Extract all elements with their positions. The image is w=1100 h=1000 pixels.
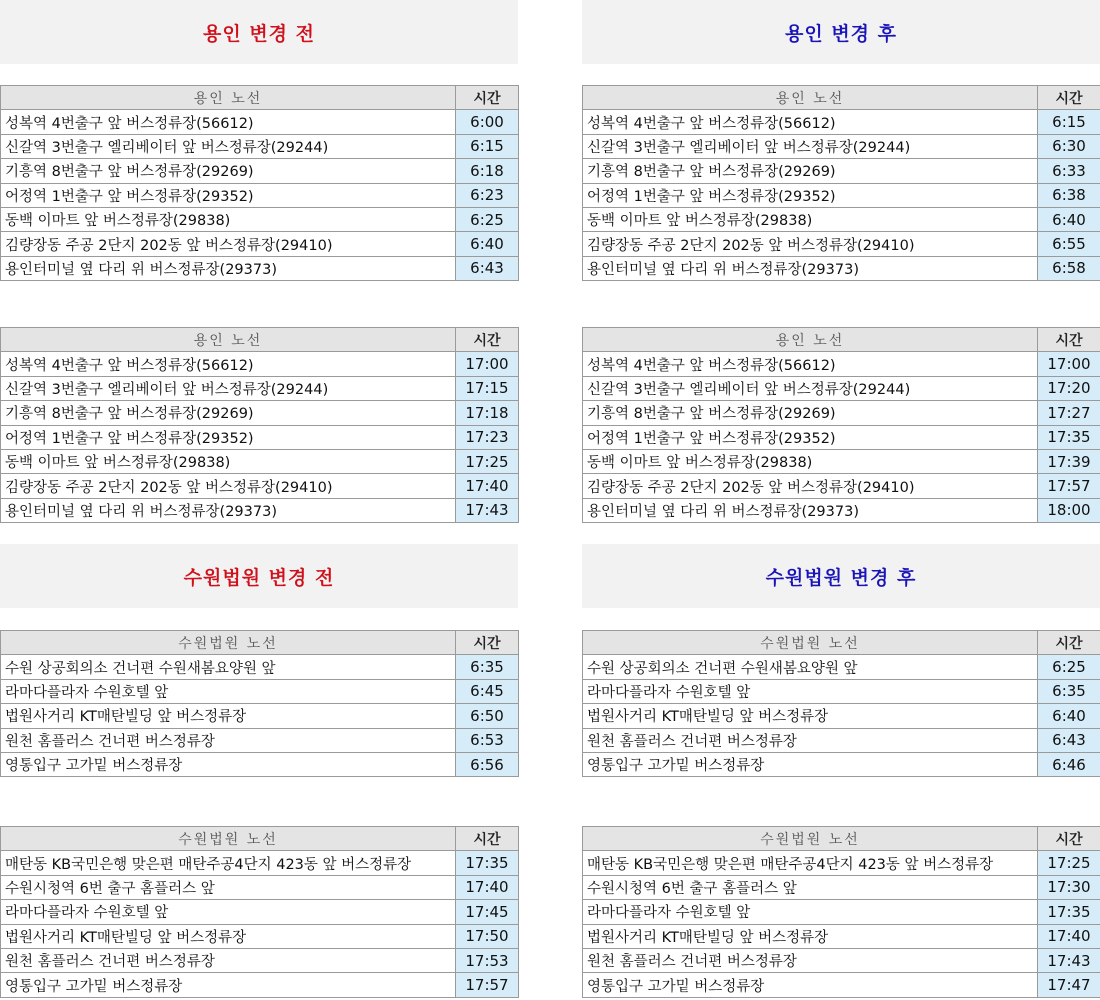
departure-time: 6:30	[1038, 134, 1100, 158]
table-row	[1, 159, 519, 183]
bus-stop-name: 법원사거리 KT매탄빌딩 앞 버스정류장	[583, 704, 1038, 728]
bus-stop-name: 라마다플라자 수원호텔 앞	[1, 900, 456, 924]
bus-stop-name: 수원시청역 6번 출구 홈플러스 앞	[583, 875, 1038, 899]
departure-time: 6:40	[456, 232, 519, 256]
table-row	[1, 704, 519, 728]
departure-time: 17:53	[456, 948, 519, 972]
table-row	[583, 425, 1100, 449]
route-header: 수원법원 노선	[583, 631, 1038, 655]
bus-stop-name: 라마다플라자 수원호텔 앞	[583, 900, 1038, 924]
bus-stop-name: 영통입구 고가밑 버스정류장	[583, 973, 1038, 997]
departure-time: 17:35	[456, 851, 519, 875]
departure-time: 6:15	[1038, 110, 1100, 134]
bus-stop-name: 어정역 1번출구 앞 버스정류장(29352)	[1, 183, 456, 207]
bus-stop-name: 법원사거리 KT매탄빌딩 앞 버스정류장	[583, 924, 1038, 948]
table-row	[1, 973, 519, 997]
time-header: 시간	[1038, 86, 1100, 110]
departure-time: 6:15	[456, 134, 519, 158]
bus-stop-name: 동백 이마트 앞 버스정류장(29838)	[1, 449, 456, 473]
bus-stop-name: 신갈역 3번출구 엘리베이터 앞 버스정류장(29244)	[583, 134, 1038, 158]
bus-stop-name: 신갈역 3번출구 엘리베이터 앞 버스정류장(29244)	[1, 134, 456, 158]
table-row	[1, 900, 519, 924]
table-row	[583, 752, 1100, 776]
section-title-yongin-before: 용인 변경 전	[0, 0, 518, 64]
table-row	[1, 679, 519, 703]
table-row	[1, 256, 519, 280]
timetable-suwon-before-evening	[0, 826, 519, 998]
table-row	[583, 159, 1100, 183]
table-row	[1, 948, 519, 972]
table-row	[583, 401, 1100, 425]
bus-stop-name: 동백 이마트 앞 버스정류장(29838)	[583, 207, 1038, 231]
departure-time: 6:50	[456, 704, 519, 728]
departure-time: 17:47	[1038, 973, 1100, 997]
table-header-row	[583, 631, 1100, 655]
bus-stop-name: 용인터미널 옆 다리 위 버스정류장(29373)	[583, 498, 1038, 522]
table-row	[1, 401, 519, 425]
table-row	[1, 474, 519, 498]
route-header: 용인 노선	[1, 86, 456, 110]
bus-stop-name: 기흥역 8번출구 앞 버스정류장(29269)	[583, 401, 1038, 425]
table-row	[583, 376, 1100, 400]
departure-time: 17:23	[456, 425, 519, 449]
bus-stop-name: 신갈역 3번출구 엘리베이터 앞 버스정류장(29244)	[1, 376, 456, 400]
route-header: 용인 노선	[1, 328, 456, 352]
table-row	[583, 851, 1100, 875]
table-row	[1, 655, 519, 679]
table-row	[1, 425, 519, 449]
table-row	[583, 655, 1100, 679]
departure-time: 6:25	[456, 207, 519, 231]
bus-stop-name: 성복역 4번출구 앞 버스정류장(56612)	[1, 110, 456, 134]
bus-stop-name: 수원 상공회의소 건너편 수원새봄요양원 앞	[583, 655, 1038, 679]
bus-stop-name: 김량장동 주공 2단지 202동 앞 버스정류장(29410)	[1, 474, 456, 498]
bus-stop-name: 영통입구 고가밑 버스정류장	[583, 752, 1038, 776]
time-header: 시간	[456, 86, 519, 110]
departure-time: 17:43	[456, 498, 519, 522]
bus-stop-name: 매탄동 KB국민은행 맞은편 매탄주공4단지 423동 앞 버스정류장	[1, 851, 456, 875]
departure-time: 6:38	[1038, 183, 1100, 207]
table-row	[583, 875, 1100, 899]
table-row	[583, 207, 1100, 231]
bus-stop-name: 법원사거리 KT매탄빌딩 앞 버스정류장	[1, 924, 456, 948]
table-row	[1, 924, 519, 948]
departure-time: 6:53	[456, 728, 519, 752]
timetable-suwon-after-morning	[582, 630, 1100, 777]
departure-time: 17:57	[456, 973, 519, 997]
departure-time: 17:18	[456, 401, 519, 425]
table-row	[583, 704, 1100, 728]
table-row	[1, 183, 519, 207]
table-row	[583, 973, 1100, 997]
time-header: 시간	[1038, 328, 1100, 352]
table-header-row	[583, 86, 1100, 110]
time-header: 시간	[456, 827, 519, 851]
table-header-row	[583, 328, 1100, 352]
departure-time: 6:43	[1038, 728, 1100, 752]
table-row	[1, 352, 519, 376]
bus-stop-name: 용인터미널 옆 다리 위 버스정류장(29373)	[1, 256, 456, 280]
bus-stop-name: 기흥역 8번출구 앞 버스정류장(29269)	[583, 159, 1038, 183]
bus-stop-name: 김량장동 주공 2단지 202동 앞 버스정류장(29410)	[1, 232, 456, 256]
departure-time: 17:39	[1038, 449, 1100, 473]
table-row	[1, 728, 519, 752]
table-row	[1, 110, 519, 134]
bus-stop-name: 김량장동 주공 2단지 202동 앞 버스정류장(29410)	[583, 474, 1038, 498]
table-row	[583, 183, 1100, 207]
time-header: 시간	[1038, 631, 1100, 655]
time-header: 시간	[456, 328, 519, 352]
table-row	[583, 679, 1100, 703]
departure-time: 17:40	[456, 474, 519, 498]
bus-stop-name: 기흥역 8번출구 앞 버스정류장(29269)	[1, 401, 456, 425]
time-header: 시간	[456, 631, 519, 655]
bus-stop-name: 원천 홈플러스 건너편 버스정류장	[583, 728, 1038, 752]
departure-time: 17:00	[1038, 352, 1100, 376]
bus-stop-name: 라마다플라자 수원호텔 앞	[583, 679, 1038, 703]
bus-stop-name: 라마다플라자 수원호텔 앞	[1, 679, 456, 703]
departure-time: 17:45	[456, 900, 519, 924]
departure-time: 17:35	[1038, 900, 1100, 924]
departure-time: 6:43	[456, 256, 519, 280]
table-row	[583, 134, 1100, 158]
departure-time: 6:18	[456, 159, 519, 183]
departure-time: 17:40	[1038, 924, 1100, 948]
bus-stop-name: 수원시청역 6번 출구 홈플러스 앞	[1, 875, 456, 899]
table-row	[1, 851, 519, 875]
bus-stop-name: 기흥역 8번출구 앞 버스정류장(29269)	[1, 159, 456, 183]
timetable-yongin-after-evening	[582, 327, 1100, 523]
departure-time: 17:25	[456, 449, 519, 473]
route-header: 용인 노선	[583, 86, 1038, 110]
departure-time: 17:50	[456, 924, 519, 948]
bus-stop-name: 동백 이마트 앞 버스정류장(29838)	[583, 449, 1038, 473]
table-row	[1, 875, 519, 899]
departure-time: 17:00	[456, 352, 519, 376]
timetable-yongin-before-morning	[0, 85, 519, 281]
departure-time: 17:43	[1038, 948, 1100, 972]
bus-stop-name: 성복역 4번출구 앞 버스정류장(56612)	[583, 352, 1038, 376]
table-row	[583, 924, 1100, 948]
departure-time: 6:58	[1038, 256, 1100, 280]
departure-time: 6:33	[1038, 159, 1100, 183]
table-row	[1, 449, 519, 473]
departure-time: 17:15	[456, 376, 519, 400]
route-header: 수원법원 노선	[1, 827, 456, 851]
table-row	[1, 752, 519, 776]
table-row	[583, 498, 1100, 522]
section-title-suwon-after: 수원법원 변경 후	[582, 544, 1100, 608]
route-header: 수원법원 노선	[583, 827, 1038, 851]
timetable-suwon-before-morning	[0, 630, 519, 777]
departure-time: 17:27	[1038, 401, 1100, 425]
section-title-suwon-before: 수원법원 변경 전	[0, 544, 518, 608]
bus-stop-name: 동백 이마트 앞 버스정류장(29838)	[1, 207, 456, 231]
table-row	[583, 110, 1100, 134]
departure-time: 17:40	[456, 875, 519, 899]
departure-time: 17:35	[1038, 425, 1100, 449]
departure-time: 17:20	[1038, 376, 1100, 400]
table-header-row	[1, 86, 519, 110]
bus-stop-name: 김량장동 주공 2단지 202동 앞 버스정류장(29410)	[583, 232, 1038, 256]
departure-time: 6:40	[1038, 704, 1100, 728]
bus-stop-name: 원천 홈플러스 건너편 버스정류장	[1, 948, 456, 972]
departure-time: 18:00	[1038, 498, 1100, 522]
table-row	[1, 376, 519, 400]
table-header-row	[583, 827, 1100, 851]
departure-time: 6:00	[456, 110, 519, 134]
route-header: 수원법원 노선	[1, 631, 456, 655]
bus-stop-name: 영통입구 고가밑 버스정류장	[1, 752, 456, 776]
departure-time: 17:30	[1038, 875, 1100, 899]
departure-time: 6:55	[1038, 232, 1100, 256]
bus-stop-name: 원천 홈플러스 건너편 버스정류장	[1, 728, 456, 752]
bus-stop-name: 수원 상공회의소 건너편 수원새봄요양원 앞	[1, 655, 456, 679]
departure-time: 17:57	[1038, 474, 1100, 498]
table-row	[1, 498, 519, 522]
departure-time: 6:35	[456, 655, 519, 679]
bus-stop-name: 원천 홈플러스 건너편 버스정류장	[583, 948, 1038, 972]
table-row	[583, 474, 1100, 498]
departure-time: 17:25	[1038, 851, 1100, 875]
table-row	[1, 232, 519, 256]
table-header-row	[1, 328, 519, 352]
timetable-yongin-after-morning	[582, 85, 1100, 281]
table-row	[1, 207, 519, 231]
table-row	[583, 256, 1100, 280]
bus-stop-name: 신갈역 3번출구 엘리베이터 앞 버스정류장(29244)	[583, 376, 1038, 400]
table-row	[1, 134, 519, 158]
departure-time: 6:25	[1038, 655, 1100, 679]
bus-stop-name: 어정역 1번출구 앞 버스정류장(29352)	[1, 425, 456, 449]
section-title-yongin-after: 용인 변경 후	[582, 0, 1100, 64]
departure-time: 6:40	[1038, 207, 1100, 231]
table-row	[583, 900, 1100, 924]
departure-time: 6:35	[1038, 679, 1100, 703]
bus-stop-name: 성복역 4번출구 앞 버스정류장(56612)	[1, 352, 456, 376]
bus-stop-name: 성복역 4번출구 앞 버스정류장(56612)	[583, 110, 1038, 134]
bus-stop-name: 매탄동 KB국민은행 맞은편 매탄주공4단지 423동 앞 버스정류장	[583, 851, 1038, 875]
table-row	[583, 728, 1100, 752]
route-header: 용인 노선	[583, 328, 1038, 352]
bus-stop-name: 어정역 1번출구 앞 버스정류장(29352)	[583, 425, 1038, 449]
table-row	[583, 449, 1100, 473]
departure-time: 6:45	[456, 679, 519, 703]
table-row	[583, 232, 1100, 256]
departure-time: 6:46	[1038, 752, 1100, 776]
table-header-row	[1, 827, 519, 851]
departure-time: 6:56	[456, 752, 519, 776]
bus-stop-name: 어정역 1번출구 앞 버스정류장(29352)	[583, 183, 1038, 207]
table-row	[583, 948, 1100, 972]
time-header: 시간	[1038, 827, 1100, 851]
bus-stop-name: 용인터미널 옆 다리 위 버스정류장(29373)	[1, 498, 456, 522]
departure-time: 6:23	[456, 183, 519, 207]
bus-stop-name: 용인터미널 옆 다리 위 버스정류장(29373)	[583, 256, 1038, 280]
table-row	[583, 352, 1100, 376]
bus-stop-name: 법원사거리 KT매탄빌딩 앞 버스정류장	[1, 704, 456, 728]
timetable-yongin-before-evening	[0, 327, 519, 523]
table-header-row	[1, 631, 519, 655]
bus-stop-name: 영통입구 고가밑 버스정류장	[1, 973, 456, 997]
timetable-suwon-after-evening	[582, 826, 1100, 998]
